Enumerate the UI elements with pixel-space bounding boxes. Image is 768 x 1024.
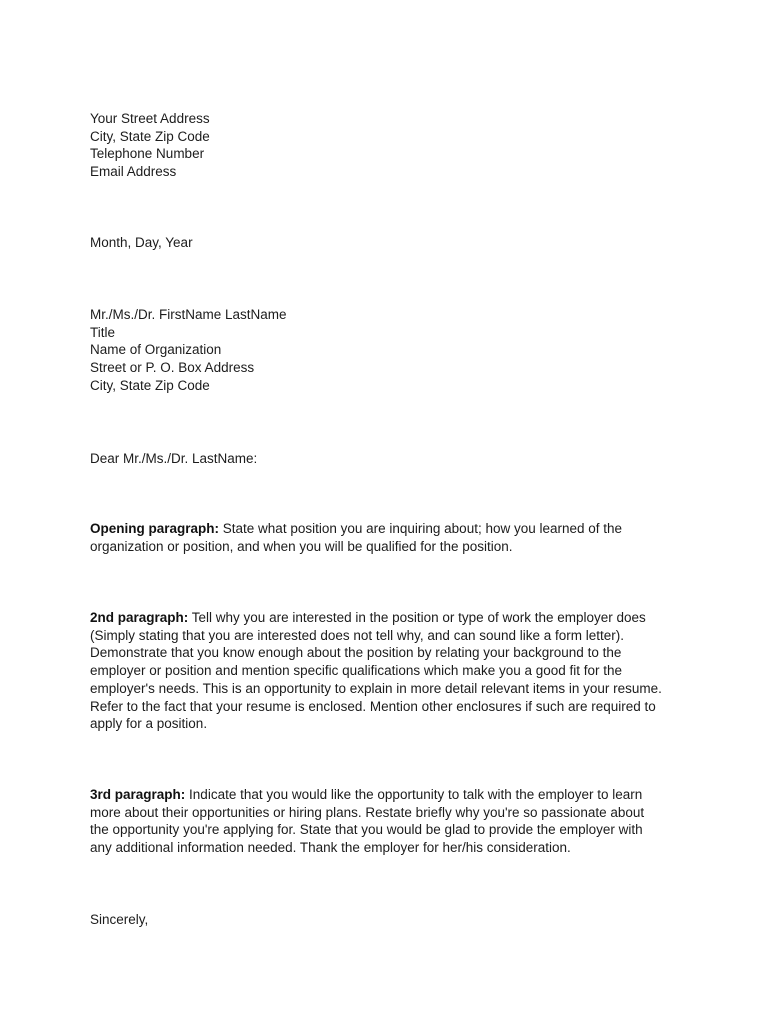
third-paragraph xyxy=(90,786,690,857)
date-text: Month, Day, Year xyxy=(90,235,193,250)
closing-text: Sincerely, xyxy=(90,912,149,927)
paragraph-line xyxy=(90,520,690,538)
paragraph-line xyxy=(90,609,690,627)
paragraph-line: employer's needs. This is an opportunity to explain in more detail relevant items in your resume. xyxy=(90,680,662,696)
recipient-name: Mr./Ms./Dr. FirstName LastName xyxy=(90,307,287,322)
paragraph-line: Demonstrate that you know enough about the position by relating your background to the xyxy=(90,645,622,661)
paragraph-line: the opportunity you're applying for. State that you would be glad to provide the employer with xyxy=(90,822,643,838)
paragraph-heading: Opening paragraph: xyxy=(90,521,220,536)
paragraph-line: Refer to the fact that your resume is enclosed. Mention other enclosures if such are required to xyxy=(90,698,656,714)
paragraph-line: apply for a position. xyxy=(90,716,208,732)
sender-street: Your Street Address xyxy=(90,111,210,126)
recipient-address xyxy=(90,306,690,395)
sender-city-state-zip: City, State Zip Code xyxy=(90,128,210,144)
paragraph-line: any additional information needed. Thank the employer for her/his consideration. xyxy=(90,840,571,856)
salutation-text: Dear Mr./Ms./Dr. LastName: xyxy=(90,451,258,466)
recipient-title: Title xyxy=(90,324,116,340)
second-paragraph xyxy=(90,609,690,733)
paragraph-line: employer or position and mention specific qualifications which make you a good fit for the xyxy=(90,663,623,679)
paragraph-line: (Simply stating that you are interested does not tell why, and can sound like a form letter). xyxy=(90,627,625,643)
paragraph-text: State what position you are inquiring about; how you learned of the xyxy=(222,521,623,536)
paragraph-line: organization or position, and when you will be qualified for the position. xyxy=(90,538,513,554)
paragraph-line: more about their opportunities or hiring plans. Restate briefly why you're so passionate about xyxy=(90,804,645,820)
paragraph-line xyxy=(90,786,690,804)
closing xyxy=(90,911,690,929)
sender-email: Email Address xyxy=(90,164,177,180)
recipient-street: Street or P. O. Box Address xyxy=(90,360,255,376)
sender-address xyxy=(90,110,690,181)
paragraph-heading: 2nd paragraph: xyxy=(90,610,189,625)
recipient-organization: Name of Organization xyxy=(90,342,222,358)
sender-telephone: Telephone Number xyxy=(90,146,205,162)
opening-paragraph xyxy=(90,520,690,555)
salutation xyxy=(90,450,690,468)
paragraph-text: Indicate that you would like the opportunity to talk with the employer to learn xyxy=(189,787,643,802)
letter-date xyxy=(90,234,690,252)
paragraph-text: Tell why you are interested in the position or type of work the employer does xyxy=(191,610,646,625)
paragraph-heading: 3rd paragraph: xyxy=(90,787,186,802)
recipient-city-state-zip: City, State Zip Code xyxy=(90,377,210,393)
